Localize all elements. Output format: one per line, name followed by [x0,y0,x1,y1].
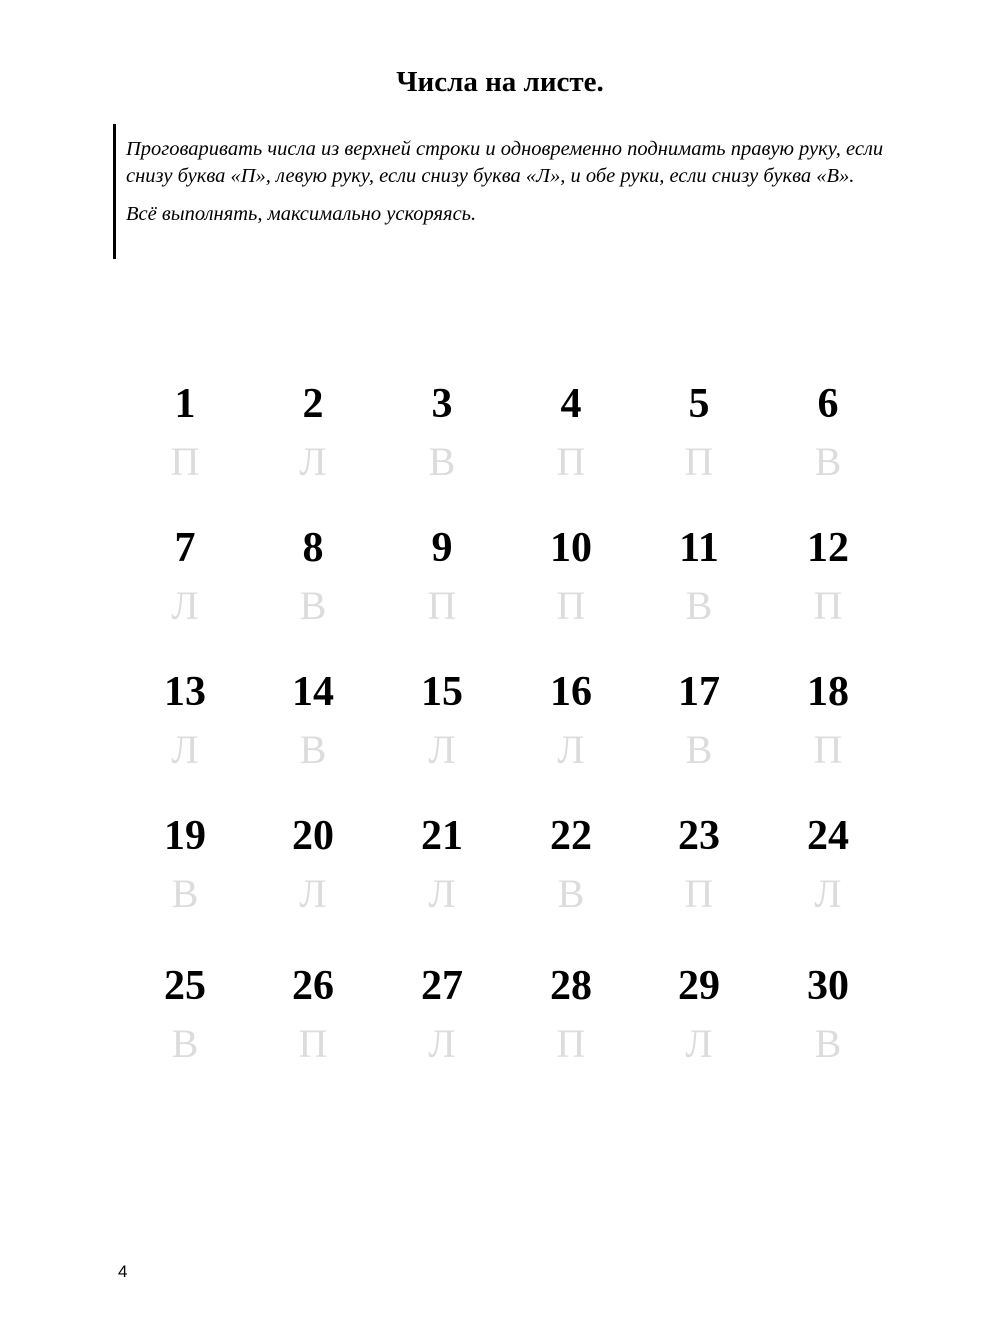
cell-number: 3 [431,381,453,427]
cell-letter: Л [171,727,199,772]
number-letter-grid [120,374,895,1100]
cell-letter: В [685,727,713,772]
cell-letter: Л [557,727,585,772]
grid-cell [120,374,250,490]
cell-letter: В [171,1021,199,1066]
cell-number: 24 [807,813,849,859]
cell-letter: П [427,583,457,628]
cell-number: 13 [164,669,206,715]
cell-number: 19 [164,813,206,859]
cell-letter: В [685,583,713,628]
grid-cell [377,518,507,634]
instructions-block [113,124,908,259]
grid-cell [506,806,636,922]
cell-letter: П [684,439,714,484]
cell-number: 21 [421,813,463,859]
grid-cell [634,662,764,778]
cell-letter: В [299,727,327,772]
grid-cell [248,806,378,922]
grid-cell [763,374,893,490]
cell-letter: П [556,1021,586,1066]
grid-cell [120,662,250,778]
grid-cell [120,518,250,634]
page-title: Числа на листе. [396,66,604,98]
cell-number: 5 [688,381,710,427]
grid-cell [377,806,507,922]
grid-cell [248,662,378,778]
grid-row [120,956,895,1100]
cell-number: 9 [431,525,453,571]
cell-number: 6 [817,381,839,427]
cell-number: 15 [421,669,463,715]
grid-cell [634,518,764,634]
grid-row [120,806,895,956]
cell-letter: Л [428,871,456,916]
grid-cell [248,518,378,634]
cell-letter: В [557,871,585,916]
page-number: 4 [118,1262,128,1281]
cell-number: 8 [302,525,324,571]
cell-number: 1 [174,381,196,427]
cell-number: 23 [678,813,720,859]
cell-number: 25 [164,963,206,1009]
cell-number: 16 [550,669,592,715]
grid-cell [377,662,507,778]
grid-cell [763,956,893,1072]
cell-number: 18 [807,669,849,715]
cell-number: 30 [807,963,849,1009]
cell-number: 11 [679,525,719,571]
grid-row [120,518,895,662]
grid-cell [634,806,764,922]
grid-row [120,662,895,806]
cell-number: 28 [550,963,592,1009]
instructions-paragraph-1: Проговаривать числа из верхней строки и одновременно поднимать правую руку, если снизу буква «П», левую руку, если снизу буква «Л», и обе руки, если снизу буква «В». [126,138,884,187]
cell-letter: Л [171,583,199,628]
cell-letter: В [299,583,327,628]
cell-letter: Л [299,871,327,916]
cell-number: 17 [678,669,720,715]
grid-cell [506,374,636,490]
cell-letter: П [813,583,843,628]
cell-letter: В [171,871,199,916]
grid-cell [120,956,250,1072]
cell-number: 22 [550,813,592,859]
cell-letter: П [170,439,200,484]
grid-cell [763,806,893,922]
grid-cell [377,956,507,1072]
grid-cell [634,956,764,1072]
grid-cell [248,956,378,1072]
cell-letter: П [298,1021,328,1066]
cell-number: 14 [292,669,334,715]
grid-cell [763,662,893,778]
cell-letter: Л [685,1021,713,1066]
cell-letter: В [814,1021,842,1066]
cell-number: 2 [302,381,324,427]
cell-letter: П [684,871,714,916]
grid-cell [120,806,250,922]
cell-number: 20 [292,813,334,859]
grid-cell [506,956,636,1072]
cell-number: 7 [174,525,196,571]
cell-number: 27 [421,963,463,1009]
cell-number: 12 [807,525,849,571]
grid-cell [377,374,507,490]
cell-number: 26 [292,963,334,1009]
cell-number: 29 [678,963,720,1009]
grid-cell [763,518,893,634]
grid-cell [506,662,636,778]
cell-letter: П [813,727,843,772]
cell-letter: П [556,439,586,484]
cell-letter: Л [814,871,842,916]
cell-letter: Л [428,727,456,772]
cell-letter: Л [428,1021,456,1066]
grid-cell [248,374,378,490]
grid-cell [506,518,636,634]
grid-cell [634,374,764,490]
cell-number: 10 [550,525,592,571]
cell-letter: В [428,439,456,484]
grid-row [120,374,895,518]
cell-letter: П [556,583,586,628]
cell-number: 4 [560,381,582,427]
instructions-paragraph-2: Всё выполнять, максимально ускоряясь. [126,203,477,225]
cell-letter: В [814,439,842,484]
cell-letter: Л [299,439,327,484]
